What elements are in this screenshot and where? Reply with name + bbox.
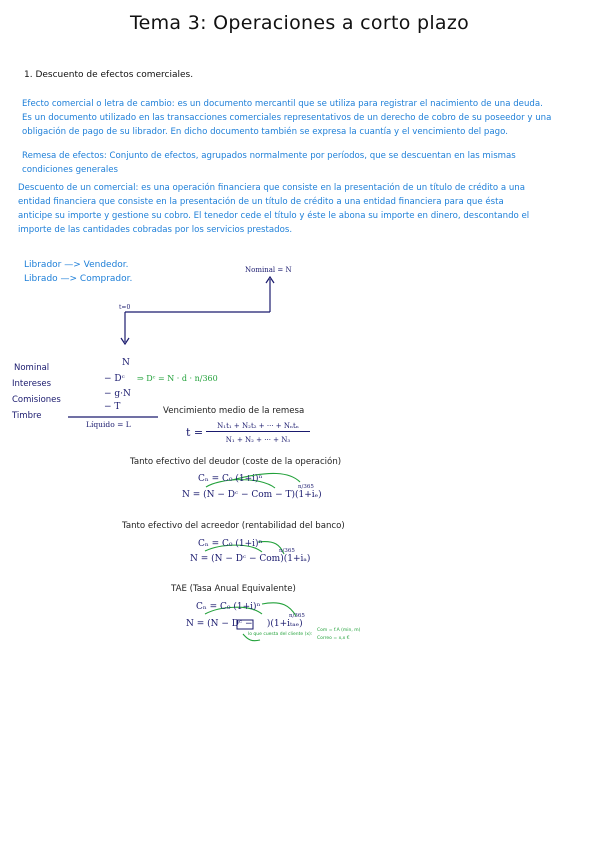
librador-line: Librador —> Vendedor. <box>24 260 129 270</box>
vencimiento-denominator: N₁ + N₂ + ··· + N₃ <box>225 436 291 444</box>
acreedor-title: Tanto efectivo del acreedor (rentabilidad del banco) <box>122 521 345 531</box>
paragraph-line: condiciones generales <box>22 165 119 175</box>
tae-note: lo que cuesta del cliente (x): <box>248 632 313 637</box>
paragraph-line: importe de las cantidades cobradas por los servicios prestados. <box>18 225 293 235</box>
tae-exp: n/365 <box>289 613 305 619</box>
tae-note: Correo = x,x € <box>317 636 350 641</box>
tae-title: TAE (Tasa Anual Equivalente) <box>171 584 296 594</box>
paragraph-line: entidad financiera que consiste en la presentación de un título de crédito a una entidad financiera para que ésta <box>18 197 504 207</box>
breakdown-value: N <box>122 358 130 368</box>
paragraph-line: anticipe su importe y gestione su cobro. El tenedor cede el título y éste le abona su importe en dinero, descontando el <box>18 211 530 221</box>
breakdown-value: − Dᶜ <box>104 374 125 384</box>
tae-note: Com = f.A (min, m) <box>317 628 361 633</box>
breakdown-value: − T <box>104 402 121 412</box>
paragraph-line: obligación de pago de su librador. En dicho documento también se expresa la cuantía y el vencimiento del pago. <box>22 127 508 137</box>
paragraph-line: Remesa de efectos: Conjunto de efectos, agrupados normalmente por períodos, que se descuentan en las mismas <box>22 151 516 161</box>
section-heading: 1. Descuento de efectos comerciales. <box>24 70 194 80</box>
acreedor-eq2: N = (N − Dᶜ − Com)(1+iₐ) <box>190 554 311 564</box>
page-title: Tema 3: Operaciones a corto plazo <box>129 12 470 34</box>
nominal-label: Nominal = N <box>245 266 292 274</box>
vencimiento-numerator: N₁t₁ + N₂t₂ + ··· + Nₙtₙ <box>206 422 310 432</box>
tae-eq2: N = (N − Dᶜ − )(1+iₜₐₑ) <box>186 619 303 629</box>
breakdown-label: Timbre <box>12 411 42 421</box>
breakdown-label: Comisiones <box>12 395 61 405</box>
breakdown-label: Nominal <box>14 363 50 373</box>
breakdown-value: − g·N <box>104 389 131 399</box>
deudor-eq2: N = (N − Dᶜ − Com − T)(1+iₑ) <box>182 490 322 500</box>
vencimiento-title: Vencimiento medio de la remesa <box>163 406 305 416</box>
liquido-label: Líquido = L <box>86 420 131 429</box>
deudor-title: Tanto efectivo del deudor (coste de la operación) <box>130 457 342 467</box>
deudor-exp: n/365 <box>298 484 314 490</box>
dc-formula: ⇒ Dᶜ = N · d · n/360 <box>137 374 218 383</box>
vencimiento-lhs: t = <box>186 426 204 439</box>
deudor-eq1: Cₙ = C₀ (1+i)ⁿ <box>198 474 263 484</box>
t0-label: t=0 <box>119 304 131 311</box>
paragraph-line: Descuento de un comercial: es una operación financiera que consiste en la presentación de un título de crédito a una <box>18 183 526 193</box>
acreedor-exp: n/365 <box>279 548 295 554</box>
breakdown-label: Intereses <box>12 379 52 389</box>
librado-line: Librado —> Comprador. <box>24 274 133 284</box>
tae-eq1: Cₙ = C₀ (1+i)ⁿ <box>196 602 261 612</box>
paragraph-line: Es un documento utilizado en las transacciones comerciales representativos de un derecho de cobro de su poseedor y una <box>22 113 552 123</box>
paragraph-line: Efecto comercial o letra de cambio: es un documento mercantil que se utiliza para registrar el nacimiento de una deuda. <box>22 99 543 109</box>
acreedor-eq1: Cₙ = C₀ (1+i)ⁿ <box>198 539 263 549</box>
